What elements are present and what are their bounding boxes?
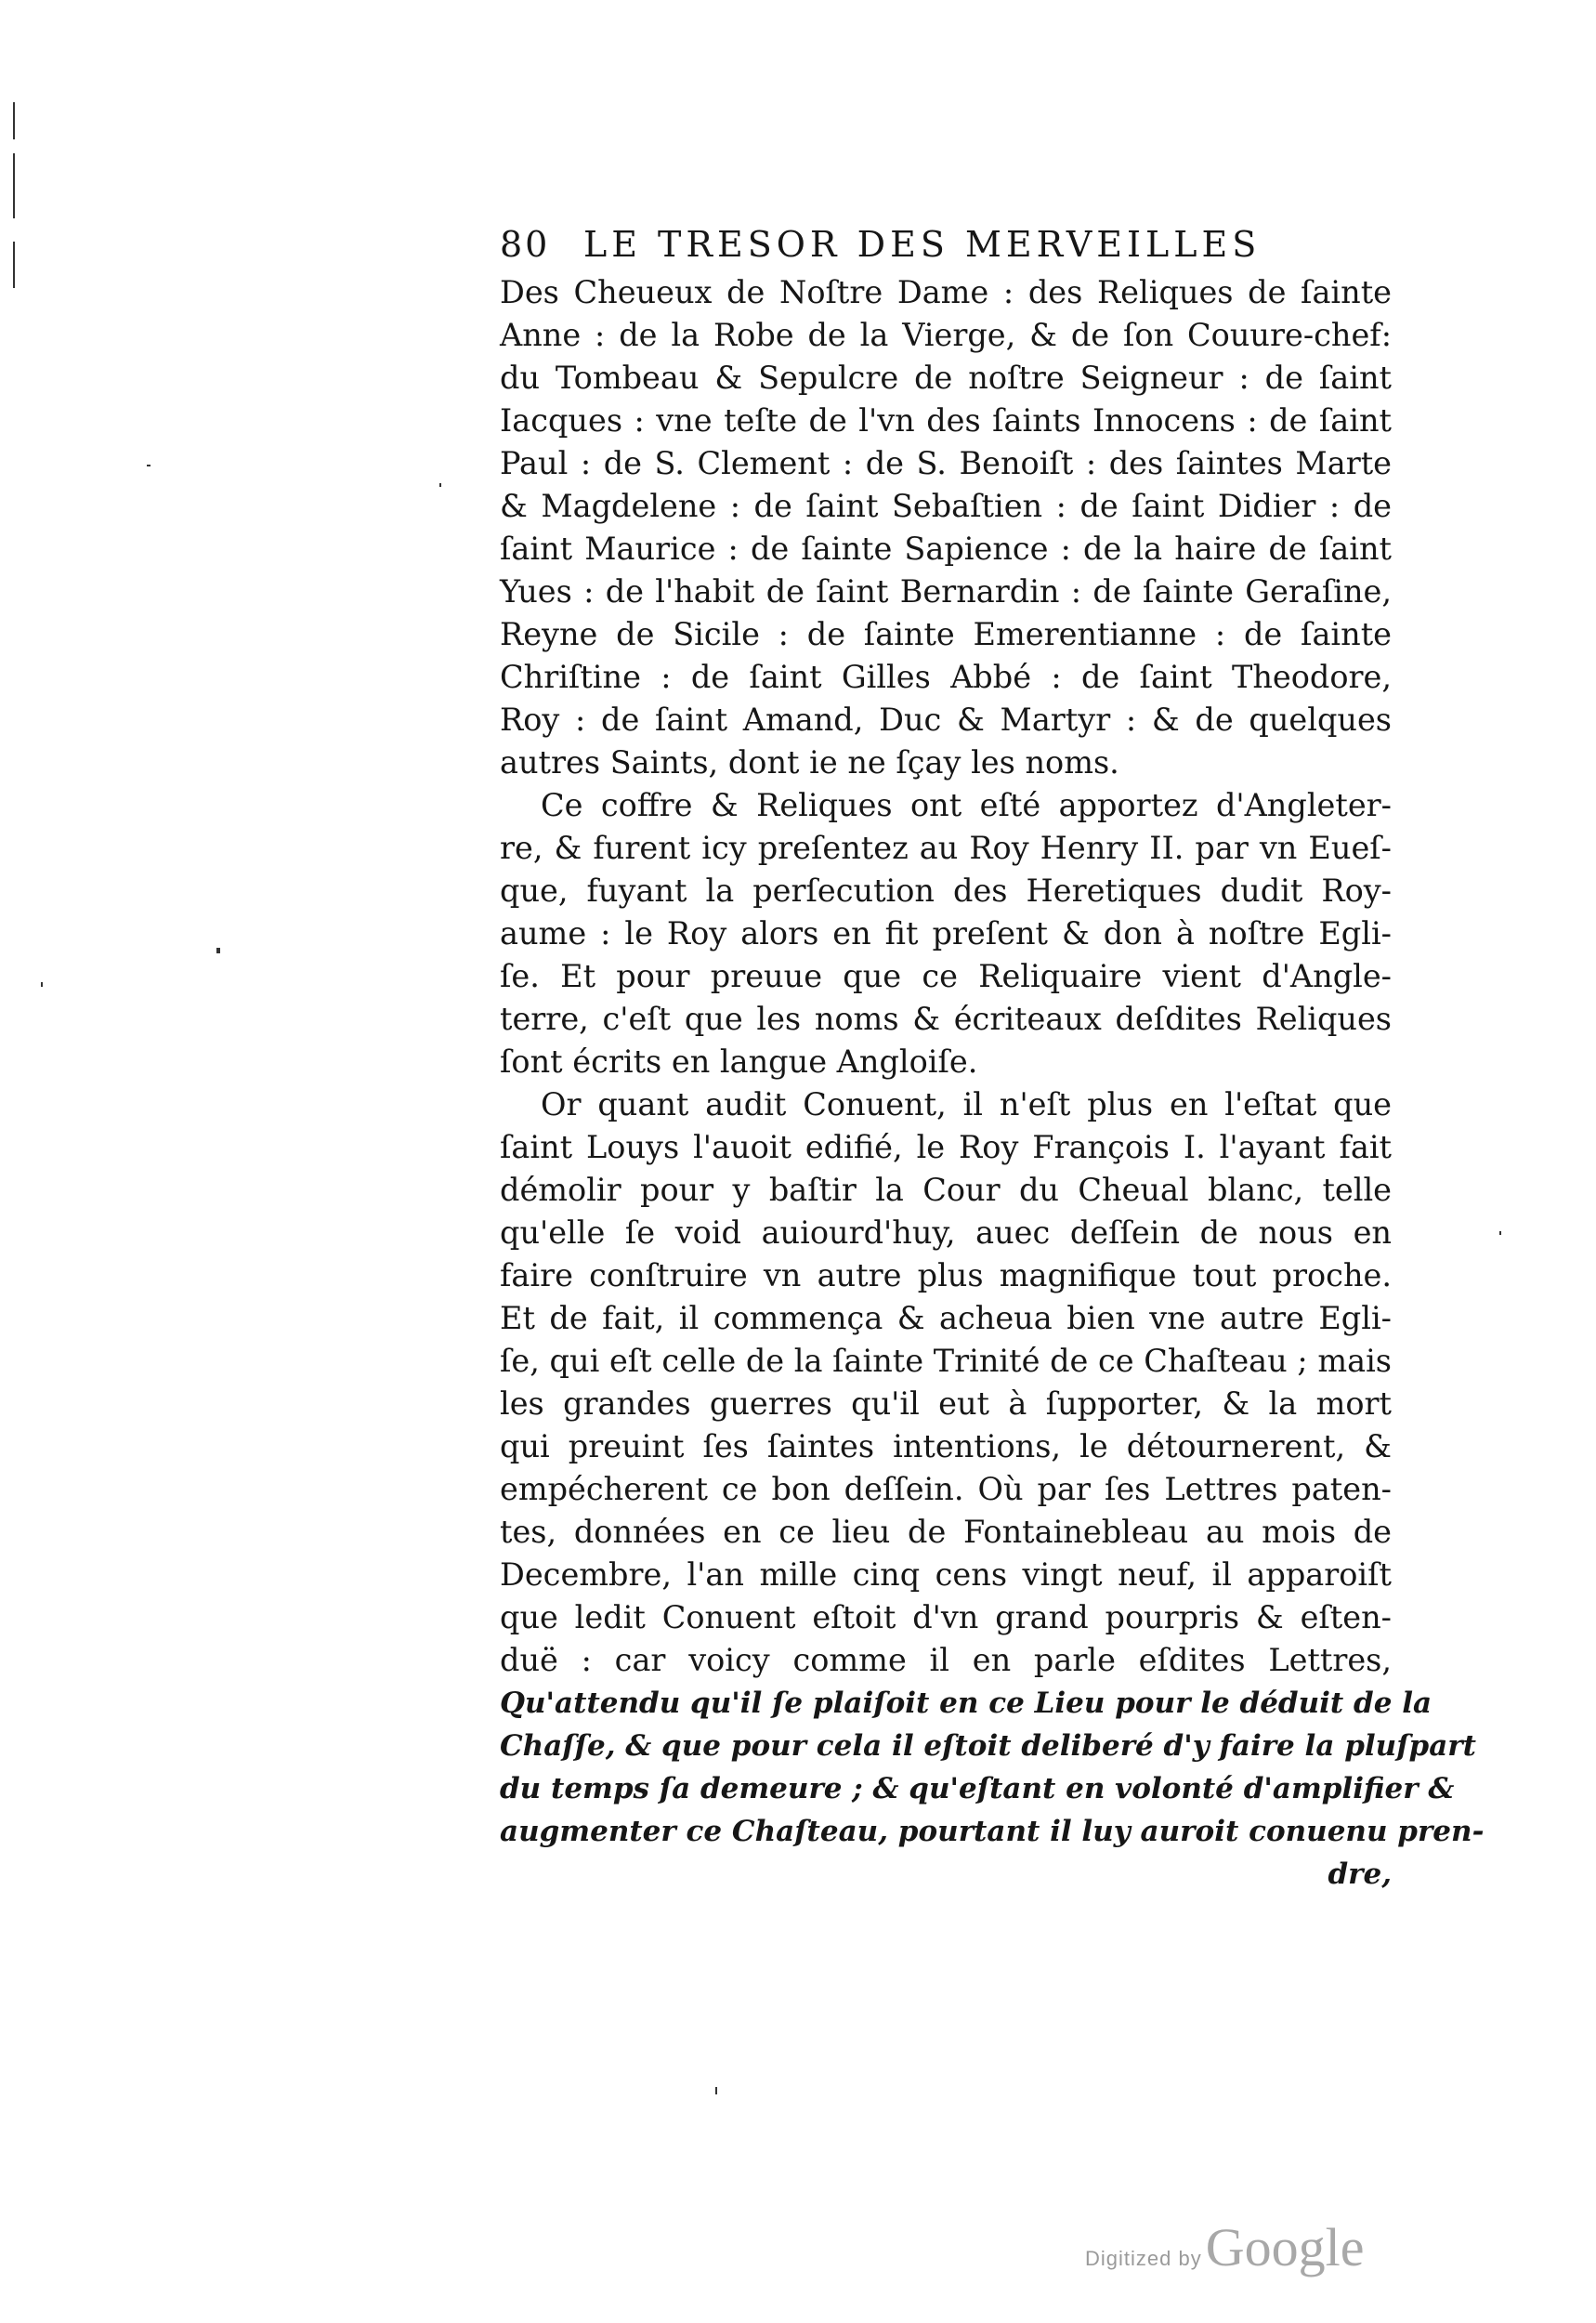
text-line: du Tombeau & Sepulcre de noſtre Seigneur : de ſaint (500, 360, 1392, 396)
scan-margin-mark (13, 102, 15, 139)
scan-speck (216, 948, 220, 953)
scan-speck (1499, 1231, 1501, 1235)
text-line: Reyne de Sicile : de ſainte Emerentianne : de ſainte (500, 616, 1392, 652)
catchword: dre, (1328, 1857, 1392, 1891)
text-line: tes, données en ce lieu de Fontainebleau au mois de (500, 1514, 1392, 1550)
text-line: Chriſtine : de ſaint Gilles Abbé : de ſaint Theodore, (500, 659, 1392, 695)
text-line: les grandes guerres qu'il eut à ſupporter, & la mort (500, 1385, 1392, 1422)
text-line: aume : le Roy alors en fit preſent & don à noſtre Egli- (500, 915, 1392, 952)
text-line: ſe. Et pour preuue que ce Reliquaire vient d'Angle- (500, 958, 1392, 994)
text-line: Anne : de la Robe de la Vierge, & de ſon Couure-chef: (500, 317, 1392, 353)
text-line: que, fuyant la perſecution des Heretiques dudit Roy- (500, 873, 1392, 909)
text-line: faire conſtruire vn autre plus magnifique tout proche. (500, 1257, 1392, 1293)
text-line: ſe, qui eſt celle de la ſainte Trinité de ce Chaſteau ; mais (500, 1343, 1392, 1379)
google-logo-text: Google (1205, 2217, 1365, 2277)
text-line: empécherent ce bon deſſein. Où par ſes Lettres paten- (500, 1471, 1392, 1507)
text-line: Iacques : vne teſte de l'vn des ſaints Innocens : de ſaint (500, 402, 1392, 439)
text-line: démolir pour y baſtir la Cour du Cheual blanc, telle (500, 1172, 1392, 1208)
text-line: ſaint Maurice : de ſainte Sapience : de la haire de ſaint (500, 531, 1392, 567)
text-line: que ledit Conuent eſtoit d'vn grand pourpris & eſten- (500, 1599, 1392, 1635)
quoted-letter-line: Qu'attendu qu'il ſe plaiſoit en ce Lieu pour le déduit de la (500, 1686, 1432, 1720)
text-line: duë : car voicy comme il en parle eſdites Lettres, (500, 1642, 1392, 1678)
quoted-letter-line: Chaſſe, & que pour cela il eſtoit deliberé d'y faire la pluſpart (500, 1729, 1476, 1763)
paragraph-start: Ce coffre & Reliques ont eſté apportez d'Angleter- (541, 787, 1392, 823)
page-text-block (500, 217, 1485, 1896)
text-line: ſaint Louys l'auoit edifié, le Roy François I. l'ayant fait (500, 1129, 1392, 1165)
text-line: qu'elle ſe void auiourd'huy, auec deſſein de nous en (500, 1214, 1392, 1251)
text-line: Des Cheueux de Noſtre Dame : des Reliques de ſainte (500, 274, 1392, 310)
digitized-watermark (1085, 2216, 1364, 2278)
page-number: 80 (500, 224, 551, 265)
text-line: autres Saints, dont ie ne ſçay les noms. (500, 744, 1119, 781)
scan-margin-mark (13, 153, 15, 218)
text-line: Decembre, l'an mille cinq cens vingt neuf, il apparoiſt (500, 1556, 1392, 1593)
scan-speck (41, 982, 43, 987)
digitized-prefix: Digitized by (1085, 2247, 1202, 2270)
text-line: Paul : de S. Clement : de S. Benoiſt : des ſaintes Marte (500, 445, 1392, 481)
text-line: & Magdelene : de ſaint Sebaſtien : de ſaint Didier : de (500, 488, 1392, 524)
paragraph-start: Or quant audit Conuent, il n'eſt plus en l'eſtat que (541, 1086, 1392, 1122)
text-line: re, & furent icy preſentez au Roy Henry II. par vn Eueſ- (500, 830, 1392, 866)
quoted-letter-line: augmenter ce Chaſteau, pourtant il luy auroit conuenu pren- (500, 1815, 1485, 1848)
text-line: Yues : de l'habit de ſaint Bernardin : de ſainte Geraſine, (500, 573, 1392, 610)
text-line: Et de fait, il commença & acheua bien vne autre Egli- (500, 1300, 1392, 1336)
text-line: qui preuint ſes ſaintes intentions, le détournerent, & (500, 1428, 1392, 1464)
text-line: terre, c'eſt que les noms & écriteaux deſdites Reliques (500, 1001, 1392, 1037)
text-line: Roy : de ſaint Amand, Duc & Martyr : & de quelques (500, 702, 1392, 738)
running-head (500, 217, 1392, 271)
scan-speck (715, 2087, 717, 2094)
quoted-letter-line: du temps ſa demeure ; & qu'eſtant en volonté d'amplifier & (500, 1772, 1455, 1805)
scan-speck (439, 483, 441, 487)
text-line: ſont écrits en langue Angloiſe. (500, 1043, 978, 1080)
scan-margin-mark (13, 242, 15, 288)
running-title: LE TRESOR DES MERVEILLES (583, 224, 1262, 265)
scan-speck (147, 465, 150, 466)
